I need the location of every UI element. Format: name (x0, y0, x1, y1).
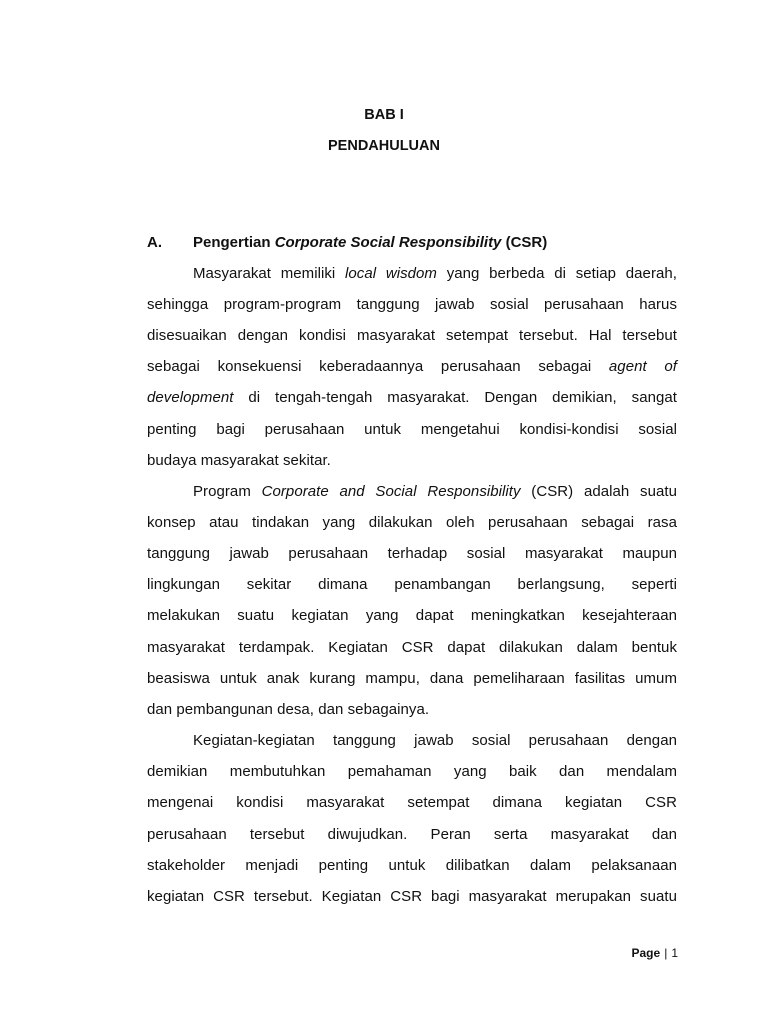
chapter-number: BAB I (364, 107, 404, 123)
paragraph-line: melakukan suatu kegiatan yang dapat meningkatkan kesejahteraan (147, 607, 677, 624)
section-title-prefix: Pengertian (193, 234, 275, 251)
paragraph-line: Masyarakat memiliki local wisdom yang berbeda di setiap daerah, (193, 265, 677, 282)
paragraph-line: lingkungan sekitar dimana penambangan berlangsung, seperti (147, 576, 677, 593)
paragraph-line: dan pembangunan desa, dan sebagainya. (147, 701, 430, 718)
paragraph-line: disesuaikan dengan kondisi masyarakat setempat tersebut. Hal tersebut (147, 327, 677, 344)
paragraph-line: penting bagi perusahaan untuk mengetahui kondisi-kondisi sosial (147, 421, 677, 438)
paragraph-line: perusahaan tersebut diwujudkan. Peran serta masyarakat dan (147, 826, 677, 843)
paragraph-line: sebagai konsekuensi keberadaannya perusahaan sebagai agent of (147, 358, 677, 375)
paragraph-line: development di tengah-tengah masyarakat. Dengan demikian, sangat (147, 389, 677, 406)
paragraph-line: Kegiatan-kegiatan tanggung jawab sosial perusahaan dengan (193, 732, 677, 749)
paragraph-line: mengenai kondisi masyarakat setempat dimana kegiatan CSR (147, 794, 677, 811)
page-label: Page (631, 946, 661, 960)
page-separator: | (664, 946, 668, 960)
paragraph-line: beasiswa untuk anak kurang mampu, dana pemeliharaan fasilitas umum (147, 670, 677, 687)
paragraph-line: tanggung jawab perusahaan terhadap sosial masyarakat maupun (147, 545, 677, 562)
section-heading (147, 234, 547, 251)
section-number: A. (147, 234, 162, 251)
paragraph-line: stakeholder menjadi penting untuk dilibatkan dalam pelaksanaan (147, 857, 677, 874)
paragraph-line: demikian membutuhkan pemahaman yang baik dan mendalam (147, 763, 677, 780)
section-title-italic: Corporate Social Responsibility (274, 234, 502, 251)
paragraph-line: sehingga program-program tanggung jawab sosial perusahaan harus (147, 296, 677, 313)
chapter-title: PENDAHULUAN (328, 138, 440, 154)
paragraph-line: konsep atau tindakan yang dilakukan oleh perusahaan sebagai rasa (147, 514, 677, 531)
page-footer (632, 946, 679, 960)
paragraph-line: masyarakat terdampak. Kegiatan CSR dapat dilakukan dalam bentuk (147, 639, 677, 656)
section-title-suffix: (CSR) (501, 234, 548, 251)
paragraph-line: budaya masyarakat sekitar. (147, 452, 331, 469)
paragraph-line: Program Corporate and Social Responsibility (CSR) adalah suatu (193, 483, 677, 500)
paragraph-line: kegiatan CSR tersebut. Kegiatan CSR bagi masyarakat merupakan suatu (147, 888, 677, 905)
page-number: 1 (671, 946, 678, 960)
